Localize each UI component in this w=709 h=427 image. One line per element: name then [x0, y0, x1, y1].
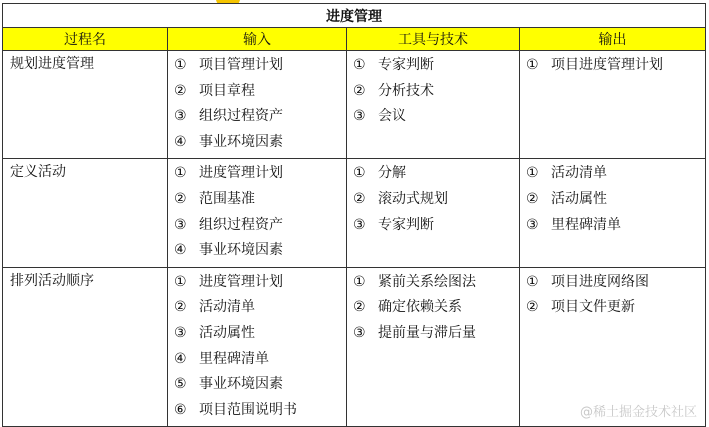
item-text: 活动属性	[551, 190, 607, 207]
list-item	[353, 53, 519, 79]
item-text: 项目管理计划	[199, 57, 283, 73]
item-text: 紧前关系绘图法	[378, 273, 476, 290]
item-number: ①	[174, 165, 187, 182]
item-number: ①	[353, 57, 366, 73]
inputs-cell	[168, 159, 347, 267]
item-text: 活动清单	[199, 299, 255, 316]
item-text: 事业环境因素	[199, 242, 283, 259]
item-number: ②	[174, 299, 187, 316]
list-item	[526, 213, 705, 239]
item-text: 提前量与滞后量	[378, 324, 476, 341]
item-number: ①	[174, 57, 187, 73]
inputs-list	[168, 51, 346, 158]
table-row	[3, 159, 706, 267]
tools-cell	[347, 51, 520, 159]
process-name-cell: 排列活动顺序	[3, 267, 168, 427]
item-number: ②	[353, 299, 366, 316]
list-item	[526, 161, 705, 187]
watermark: @稀土掘金技术社区	[579, 405, 697, 420]
item-text: 项目章程	[199, 82, 255, 99]
schedule-management-table	[2, 3, 706, 427]
list-item	[174, 295, 346, 321]
item-number: ④	[174, 133, 187, 150]
list-item	[526, 53, 705, 79]
item-text: 项目范围说明书	[199, 401, 297, 418]
item-number: ①	[353, 273, 366, 290]
list-item	[174, 372, 346, 398]
item-text: 活动属性	[199, 324, 255, 341]
table-body	[3, 51, 706, 427]
process-name-cell: 定义活动	[3, 159, 168, 267]
item-number: ③	[526, 216, 539, 233]
tools-list	[347, 268, 519, 350]
list-item	[174, 270, 346, 296]
tools-list	[347, 51, 519, 133]
inputs-cell	[168, 267, 347, 427]
list-item	[353, 104, 519, 130]
item-text: 活动清单	[551, 165, 607, 182]
item-number: ④	[174, 350, 187, 367]
header-inputs: 输入	[168, 28, 347, 51]
item-text: 专家判断	[378, 57, 434, 73]
item-text: 项目文件更新	[551, 299, 635, 316]
list-item	[174, 104, 346, 130]
item-number: ②	[526, 190, 539, 207]
list-item	[174, 238, 346, 264]
item-number: ③	[174, 324, 187, 341]
item-number: ①	[526, 165, 539, 182]
item-number: ⑥	[174, 401, 187, 418]
item-number: ⑤	[174, 376, 187, 393]
item-number: ②	[174, 190, 187, 207]
list-item	[353, 187, 519, 213]
item-text: 范围基准	[199, 190, 255, 207]
item-text: 分析技术	[378, 82, 434, 99]
item-number: ③	[174, 216, 187, 233]
item-number: ①	[353, 165, 366, 182]
item-number: ③	[353, 216, 366, 233]
inputs-list	[168, 159, 346, 266]
item-text: 事业环境因素	[199, 376, 283, 393]
list-item	[174, 398, 346, 424]
item-number: ④	[174, 242, 187, 259]
item-text: 确定依赖关系	[378, 299, 462, 316]
tools-cell	[347, 159, 520, 267]
item-text: 滚动式规划	[378, 190, 448, 207]
header-outputs: 输出	[520, 28, 706, 51]
list-item	[526, 187, 705, 213]
item-text: 专家判断	[378, 216, 434, 233]
item-text: 里程碑清单	[551, 216, 621, 233]
outputs-cell	[520, 159, 706, 267]
item-text: 组织过程资产	[199, 216, 283, 233]
list-item	[174, 347, 346, 373]
item-text: 事业环境因素	[199, 133, 283, 150]
item-text: 进度管理计划	[199, 165, 283, 182]
item-number: ③	[353, 108, 366, 125]
inputs-list	[168, 268, 346, 427]
item-number: ③	[353, 324, 366, 341]
item-number: ①	[526, 273, 539, 290]
inputs-cell	[168, 51, 347, 159]
table-title: 进度管理	[3, 4, 706, 28]
tools-list	[347, 159, 519, 241]
item-text: 项目进度网络图	[551, 273, 649, 290]
item-text: 进度管理计划	[199, 273, 283, 290]
outputs-cell	[520, 51, 706, 159]
item-text: 组织过程资产	[199, 108, 283, 125]
item-number: ②	[353, 82, 366, 99]
list-item	[174, 130, 346, 156]
list-item	[174, 161, 346, 187]
item-text: 里程碑清单	[199, 350, 269, 367]
item-text: 分解	[378, 165, 406, 182]
item-number: ②	[174, 82, 187, 99]
outputs-list	[520, 51, 705, 82]
item-number: ①	[174, 273, 187, 290]
item-number: ②	[526, 299, 539, 316]
list-item	[353, 79, 519, 105]
list-item	[174, 79, 346, 105]
header-process-name: 过程名	[3, 28, 168, 51]
tools-cell	[347, 267, 520, 427]
table-row	[3, 51, 706, 159]
item-number: ①	[526, 57, 539, 73]
list-item	[353, 270, 519, 296]
list-item	[174, 187, 346, 213]
list-item	[174, 213, 346, 239]
outputs-list	[520, 268, 705, 324]
list-item	[353, 321, 519, 347]
outputs-list	[520, 159, 705, 241]
header-tools-techniques: 工具与技术	[347, 28, 520, 51]
item-number: ③	[174, 108, 187, 125]
list-item	[526, 270, 705, 296]
list-item	[526, 295, 705, 321]
list-item	[174, 53, 346, 79]
list-item	[174, 321, 346, 347]
item-text: 会议	[378, 108, 406, 125]
list-item	[353, 213, 519, 239]
list-item	[353, 161, 519, 187]
item-text: 项目进度管理计划	[551, 57, 663, 73]
item-number: ②	[353, 190, 366, 207]
list-item	[353, 295, 519, 321]
process-name-cell: 规划进度管理	[3, 51, 168, 159]
